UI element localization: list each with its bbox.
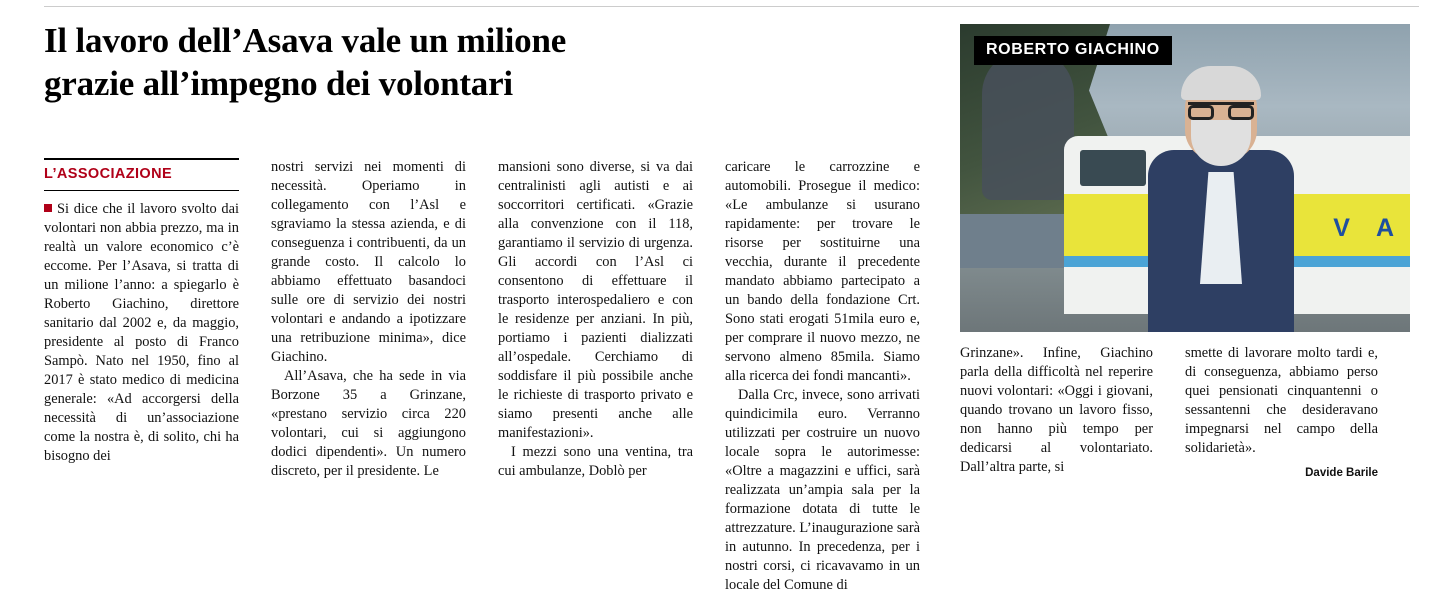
article-column-2 bbox=[271, 158, 466, 595]
paragraph-text: Si dice che il lavoro svolto dai volontari non abbia prezzo, ma in realtà un valore economico c’è eccome. Per l’Asava, si tratta di un milione l’anno: a spiegarlo è Roberto Giachino, direttore sanitario dal 2002 e, da maggio, presidente al posto di Franco Sampò. Nato nel 1950, fino al 2017 è stato medico di medicina generale: «Ad accorgersi della necessità di un’associazione come la nostra è, di solito, chi ha bisogno dei bbox=[44, 201, 239, 465]
portrait-hair bbox=[1181, 66, 1261, 100]
article-column-1 bbox=[44, 158, 239, 595]
headline-line-1: Il lavoro dell’Asava vale un milione bbox=[44, 21, 567, 60]
paragraph: All’Asava, che ha sede in via Borzone 35 a Grinzane, «prestano servizio circa 220 volontari, cui si aggiungono dodici dipendenti». Un numero discreto, per il presidente. Le bbox=[271, 368, 466, 480]
article-column-3 bbox=[498, 158, 693, 595]
headline-line-2: grazie all’impegno dei volontari bbox=[44, 63, 513, 103]
top-divider bbox=[44, 6, 1419, 7]
article-column-6 bbox=[1185, 344, 1378, 481]
paragraph: caricare le carrozzine e automobili. Prosegue il medico: «Le ambulanze si usurano rapidamente: per trovare le risorse per sostituirne una vecchia, durante il precedente mandato abbiamo partecipato a un bando della fondazione Crt. Sono stati erogati 51mila euro e, per comprare il nuovo mezzo, ne servono almeno 85mila. Siamo alla ricerca dei fondi mancanti». bbox=[725, 159, 920, 385]
paragraph: mansioni sono diverse, si va dai centralinisti agli autisti e ai soccorritori certificati. «Grazie alla convenzione con il 118, garantiamo il servizio di urgenza. Gli accordi con l’Asl ci consentono di effettuare il trasporto interospedaliero e con le residenze per anziani. In più, portiamo i pazienti dializzati all’ospedale. Cerchiamo di soddisfare il più possibile anche le richieste di trasporto privato e siamo presenti anche alle manifestazioni». bbox=[498, 159, 693, 442]
paragraph: Grinzane». Infine, Giachino parla della difficoltà nel reperire nuovi volontari: «Oggi i giovani, quando trovano un lavoro fisso, non hanno più tempo per dedicarsi al volontariato. Dall’altra parte, si bbox=[960, 345, 1153, 476]
kicker-bottom-rule bbox=[44, 190, 239, 191]
paragraph bbox=[44, 200, 239, 466]
article-byline: Davide Barile bbox=[1305, 467, 1378, 480]
article-columns-lower bbox=[960, 344, 1410, 481]
square-bullet-icon bbox=[44, 204, 52, 212]
section-kicker: L’ASSOCIAZIONE bbox=[44, 166, 173, 182]
page-title bbox=[44, 20, 734, 105]
kicker-top-rule bbox=[44, 158, 239, 160]
ambulance-side-letters: V A bbox=[1333, 214, 1404, 242]
article-column-4 bbox=[725, 158, 920, 595]
kicker-block bbox=[44, 158, 239, 191]
photo-nameplate: ROBERTO GIACHINO bbox=[974, 36, 1172, 65]
article-column-5 bbox=[960, 344, 1153, 481]
paragraph: nostri servizi nei momenti di necessità. Operiamo in collegamento con l’Asl e sgraviamo la stessa azienda, e di conseguenza i contribuenti, da un grande costo. Il calcolo lo abbiamo effettuato basandoci sulle ore di servizio dei nostri volontari e andando a ipotizzare una retribuzione minima», dice Giachino. bbox=[271, 159, 466, 366]
portrait-glasses-icon bbox=[1188, 102, 1254, 120]
paragraph: smette di lavorare molto tardi e, di conseguenza, abbiamo perso quei pensionati cinquantenni o sessantenni che desideravano impegnarsi nel campo della solidarietà». bbox=[1185, 345, 1378, 457]
paragraph: I mezzi sono una ventina, tra cui ambulanze, Doblò per bbox=[498, 444, 693, 480]
paragraph: Dalla Crc, invece, sono arrivati quindicimila euro. Verranno utilizzati per costruire un nuovo locale sopra le autorimesse: «Oltre a magazzini e uffici, sarà realizzata un’ampia sala per la formazione dotata di tutte le attrezzature. L’inaugurazione sarà in autunno. In precedenza, per i nostri corsi, ci ricavavamo in un locale del Comune di bbox=[725, 387, 920, 594]
